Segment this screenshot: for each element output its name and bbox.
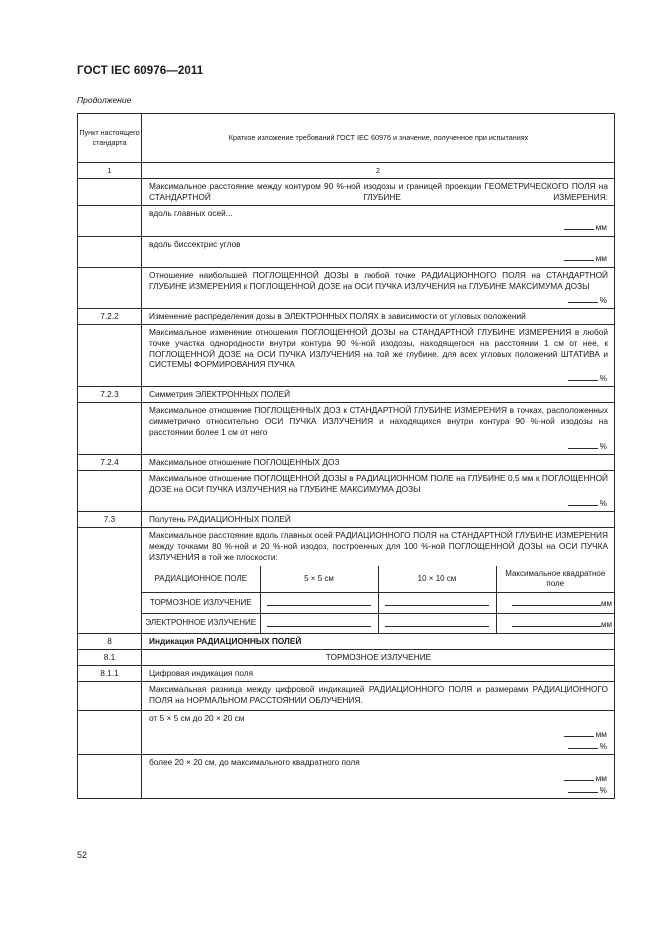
- answer-unit: %: [599, 784, 607, 795]
- table-row: [78, 665, 615, 681]
- subtable-header: Максимальное квадратное поле: [496, 566, 614, 593]
- table-row: [78, 267, 615, 308]
- answer-field[interactable]: [149, 252, 608, 264]
- answer-field[interactable]: [260, 593, 378, 613]
- answer-unit: мм: [595, 772, 607, 783]
- answer-field[interactable]: [149, 772, 608, 784]
- requirements-table: [77, 113, 615, 799]
- answer-field[interactable]: [149, 497, 608, 509]
- column-number-1: 1: [78, 163, 142, 179]
- answer-unit: %: [599, 441, 607, 452]
- requirement-text: Отношение наибольшей ПОГЛОЩЕННОЙ ДОЗЫ в любой точке РАДИАЦИОННОГО ПОЛЯ на СТАНДАРТНОЙ ГЛУБИНЕ ИЗМЕРЕНИЯ к ПОГЛОЩЕННОЙ ДОЗЕ на ОСИ ПУЧКА ИЗЛУЧЕНИЯ на ГЛУБИНЕ МАКСИМУМА ДОЗЫ: [149, 269, 608, 291]
- continuation-label: Продолжение: [77, 95, 132, 105]
- table-row: [78, 470, 615, 511]
- answer-unit: %: [599, 740, 607, 751]
- clause-cell: [78, 403, 142, 455]
- requirement-text: Максимальная разница между цифровой индикацией РАДИАЦИОННОГО ПОЛЯ и размерами РАДИАЦИОННОГО ПОЛЯ на НОРМАЛЬНОМ РАССТОЯНИИ ОБЛУЧЕНИЯ.: [149, 683, 608, 705]
- answer-unit: мм: [595, 728, 607, 739]
- table-row: [78, 710, 615, 754]
- table-row: [78, 634, 615, 650]
- clause-cell: [78, 754, 142, 798]
- clause-cell: 7.2.3: [78, 387, 142, 403]
- clause-cell: 8.1: [78, 650, 142, 666]
- table-row: [78, 324, 615, 387]
- clause-column-header: Пункт настоящего стандарта: [78, 114, 142, 163]
- answer-unit: мм: [595, 252, 607, 263]
- clause-cell: [78, 470, 142, 511]
- answer-field[interactable]: [149, 221, 608, 233]
- section-heading: Индикация РАДИАЦИОННЫХ ПОЛЕЙ: [142, 634, 615, 650]
- requirement-text: Максимальное расстояние вдоль главных осей РАДИАЦИОННОГО ПОЛЯ на СТАНДАРТНОЙ ГЛУБИНЕ ИЗМЕРЕНИЯ между точками 80 %-ной и 20 %-ной изодоз, построенных для 100 %-ной ПОГЛОЩЕННОЙ ДОЗЫ на ОСИ ПУЧКА ИЗЛУЧЕНИЯ в той же плоскости:: [149, 529, 608, 562]
- summary-column-header: Краткое изложение требований ГОСТ IEC 60976 и значение, полученное при испытаниях: [142, 114, 615, 163]
- answer-unit: %: [599, 497, 607, 508]
- clause-cell: [78, 179, 142, 206]
- table-row: [78, 527, 615, 633]
- clause-cell: [78, 324, 142, 387]
- subtable-header: 5 × 5 см: [260, 566, 378, 593]
- table-row: [78, 236, 615, 267]
- answer-field[interactable]: [149, 740, 608, 752]
- requirement-text: Максимальное отношение ПОГЛОЩЕННЫХ ДОЗ: [142, 455, 615, 471]
- table-row: [78, 308, 615, 324]
- answer-field[interactable]: [378, 593, 496, 613]
- answer-unit: мм: [601, 599, 612, 609]
- clause-cell: [78, 267, 142, 308]
- clause-cell: [78, 236, 142, 267]
- answer-field[interactable]: [260, 613, 378, 633]
- requirement-text: вдоль биссектрис углов: [149, 238, 241, 249]
- clause-cell: [78, 527, 142, 633]
- clause-cell: 7.2.4: [78, 455, 142, 471]
- column-number-row: [78, 163, 615, 179]
- answer-unit: %: [599, 294, 607, 305]
- answer-field[interactable]: [149, 440, 608, 452]
- table-row: [78, 387, 615, 403]
- answer-field[interactable]: [149, 294, 608, 306]
- table-row: [78, 205, 615, 236]
- requirement-text: Изменение распределения дозы в ЭЛЕКТРОННЫХ ПОЛЯХ в зависимости от угловых положений: [142, 308, 615, 324]
- answer-field[interactable]: [149, 784, 608, 796]
- table-row: [78, 455, 615, 471]
- requirement-text: Симметрия ЭЛЕКТРОННЫХ ПОЛЕЙ: [142, 387, 615, 403]
- subtable-header: 10 × 10 см: [378, 566, 496, 593]
- requirement-text: Максимальное расстояние между контуром 90 %-ной изодозы и границей проекции ГЕОМЕТРИЧЕСКОГО ПОЛЯ на СТАНДАРТНОЙ ГЛУБИНЕ ИЗМЕРЕНИЯ:: [149, 181, 608, 202]
- penumbra-subtable: [142, 566, 614, 634]
- table-row: [78, 754, 615, 798]
- requirement-text: вдоль главных осей...: [149, 207, 233, 218]
- table-row: [78, 650, 615, 666]
- table-row: [78, 681, 615, 710]
- column-number-2: 2: [142, 163, 615, 179]
- table-row: [78, 179, 615, 206]
- clause-cell: 7.3: [78, 511, 142, 527]
- subtable-header: РАДИАЦИОННОЕ ПОЛЕ: [142, 566, 260, 593]
- requirement-text: от 5 × 5 см до 20 × 20 см: [149, 712, 245, 723]
- requirement-text: Максимальное отношение ПОГЛОЩЕННОЙ ДОЗЫ в РАДИАЦИОННОМ ПОЛЕ на ГЛУБИНЕ 0,5 мм к ПОГЛОЩЕННОЙ ДОЗЕ на ОСИ ПУЧКА ИЗЛУЧЕНИЯ на ГЛУБИНЕ МАКСИМУМА ДОЗЫ: [149, 472, 608, 494]
- answer-field[interactable]: [496, 613, 614, 633]
- answer-field[interactable]: [378, 613, 496, 633]
- clause-cell: [78, 681, 142, 710]
- answer-field[interactable]: [496, 593, 614, 613]
- requirement-text: Полутень РАДИАЦИОННЫХ ПОЛЕЙ: [142, 511, 615, 527]
- answer-unit: мм: [595, 221, 607, 232]
- requirement-text: более 20 × 20 см, до максимального квадратного поля: [149, 756, 360, 767]
- clause-cell: 8.1.1: [78, 665, 142, 681]
- answer-field[interactable]: [149, 728, 608, 740]
- answer-field[interactable]: [149, 372, 608, 384]
- table-row: [78, 511, 615, 527]
- subtable-row-label: ЭЛЕКТРОННОЕ ИЗЛУЧЕНИЕ: [142, 613, 260, 633]
- clause-cell: 8: [78, 634, 142, 650]
- document-title: ГОСТ IEC 60976—2011: [77, 65, 204, 77]
- clause-cell: [78, 710, 142, 754]
- subtable-row-label: ТОРМОЗНОЕ ИЗЛУЧЕНИЕ: [142, 593, 260, 613]
- section-heading: ТОРМОЗНОЕ ИЗЛУЧЕНИЕ: [142, 650, 615, 666]
- clause-cell: [78, 205, 142, 236]
- table-header-row: [78, 114, 615, 163]
- clause-cell: 7.2.2: [78, 308, 142, 324]
- page-number: 52: [77, 850, 88, 860]
- answer-unit: %: [599, 373, 607, 384]
- answer-unit: мм: [601, 619, 612, 629]
- requirement-text: Максимальное отношение ПОГЛОЩЕННЫХ ДОЗ к СТАНДАРТНОЙ ГЛУБИНЕ ИЗМЕРЕНИЯ в точках, расположенных симметрично относительно ОСИ ПУЧКА ИЗЛУЧЕНИЯ и находящихся внутри контура 90 %-ной изодозы на расстоянии более 1 см от него: [149, 405, 608, 438]
- table-row: [78, 403, 615, 455]
- section-heading: Цифровая индикация поля: [142, 665, 615, 681]
- requirement-text: Максимальное изменение отношения ПОГЛОЩЕННОЙ ДОЗЫ на СТАНДАРТНОЙ ГЛУБИНЕ ИЗМЕРЕНИЯ в любой точке участка однородности внутри контура 90 %-ной изодозы, находящегося на расстоянии 1 см от нее, к ПОГЛОЩЕННОЙ ДОЗЕ на ОСИ ПУЧКА ИЗЛУЧЕНИЯ на той же глубине, для всех угловых положений ШТАТИВА и СИСТЕМЫ ФОРМИРОВАНИЯ ПУЧКА: [149, 326, 608, 370]
